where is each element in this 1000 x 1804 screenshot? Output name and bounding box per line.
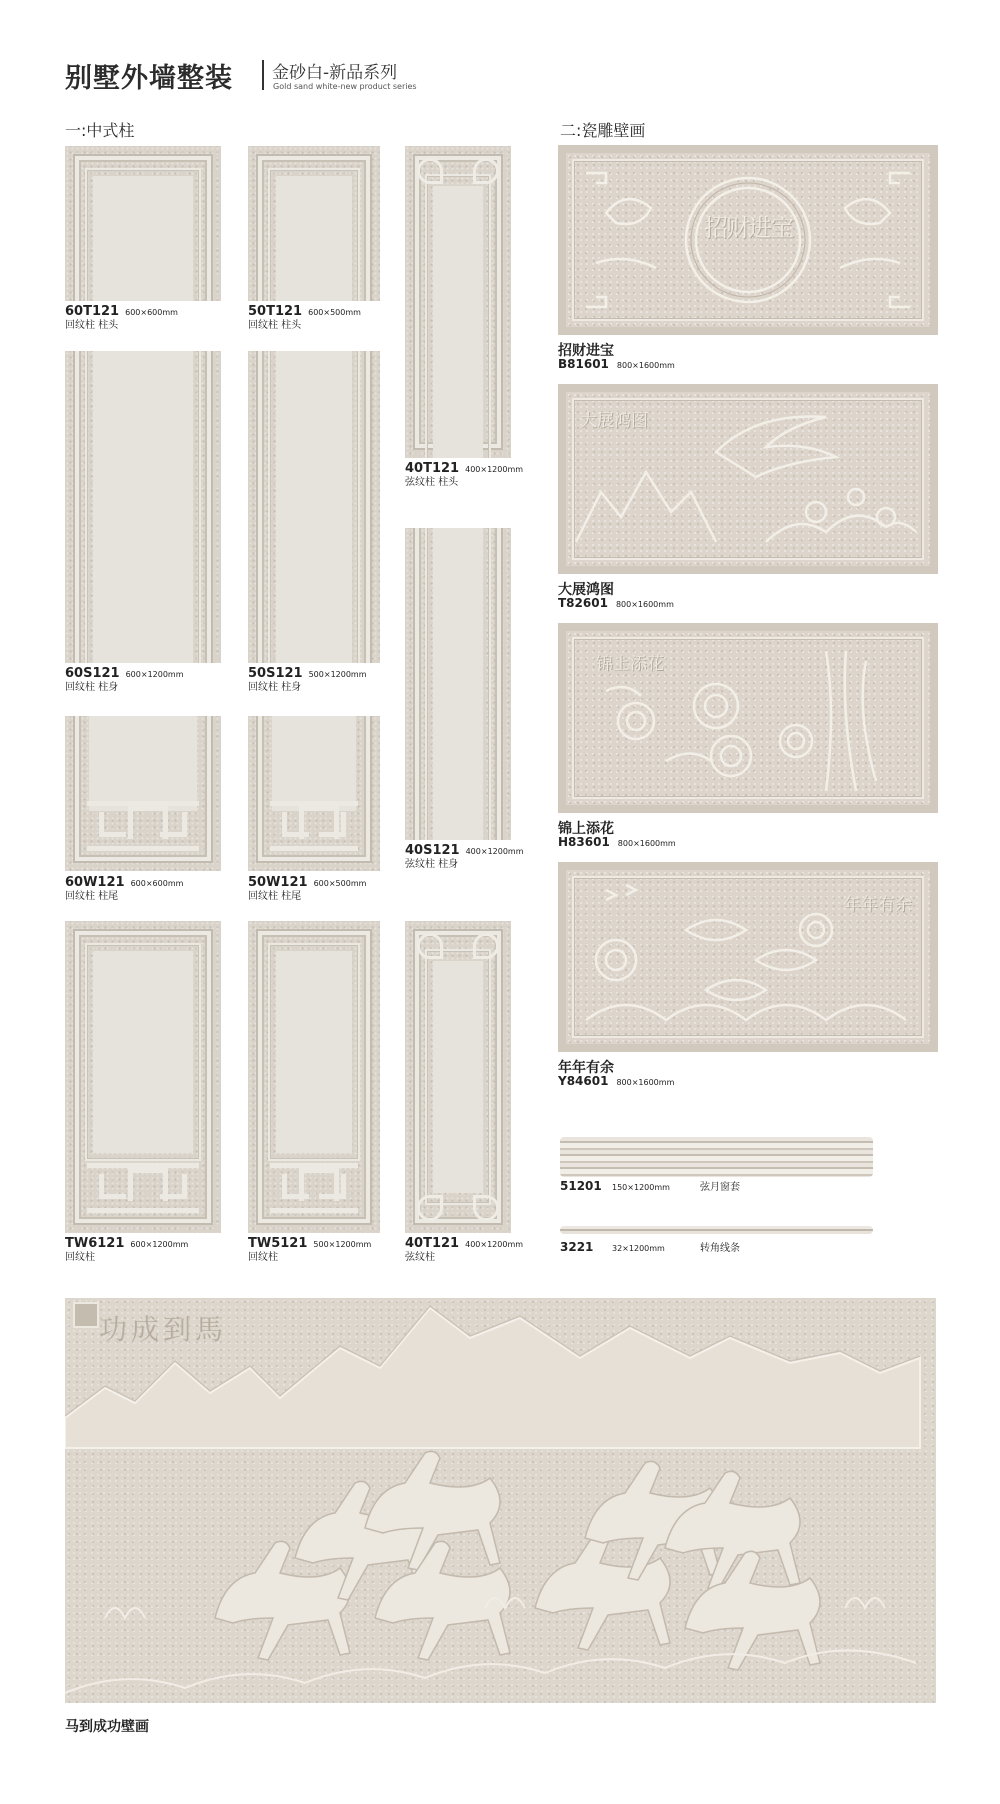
column-desc: 回纹柱 柱身 — [248, 682, 302, 693]
mural-title: 大展鸿图 — [558, 582, 614, 598]
column-caption-50T121 — [248, 305, 361, 332]
column-code: 40S121 — [405, 843, 460, 858]
column-caption-40S121 — [405, 844, 524, 871]
mural-code-line — [558, 596, 674, 610]
mural-code: H83601 — [558, 835, 610, 849]
page-subtitle-english: Gold sand white-new product series — [273, 82, 417, 91]
column-tile-TW5121 — [248, 921, 380, 1233]
column-size: 400×1200mm — [465, 847, 524, 856]
column-code: 50T121 — [248, 304, 303, 319]
moulding-code: 51201 — [560, 1179, 602, 1193]
column-code: 50S121 — [248, 666, 303, 681]
column-desc: 回纹柱 — [65, 1252, 95, 1263]
column-tile-60W121 — [65, 716, 221, 871]
mural-jinshang-tianhua — [558, 623, 938, 813]
column-caption-50W121 — [248, 876, 366, 903]
column-code: 40T121 — [405, 461, 460, 476]
column-size: 600×500mm — [308, 308, 361, 317]
horse-mural-relief-art — [65, 1298, 936, 1703]
column-size: 400×1200mm — [465, 1240, 524, 1249]
column-desc: 弦纹柱 — [405, 1252, 435, 1263]
column-code: 60W121 — [65, 875, 125, 890]
page-subtitle: 金砂白-新品系列 — [272, 63, 398, 83]
mural-inscription: 大展鸿图 — [580, 411, 648, 431]
column-tile-50S121 — [248, 351, 380, 663]
column-code: 40T121 — [405, 1236, 460, 1251]
mural-inscription: 招财进宝 — [704, 214, 792, 242]
seal-stamp — [73, 1302, 99, 1328]
mural-code-line — [558, 1074, 674, 1088]
moulding-desc: 转角线条 — [700, 1243, 740, 1254]
column-tile-60T121 — [65, 146, 221, 301]
column-size: 400×1200mm — [465, 465, 524, 474]
column-desc: 回纹柱 — [248, 1252, 278, 1263]
mural-title: 招财进宝 — [558, 343, 614, 359]
mural-size: 800×1600mm — [615, 600, 674, 609]
mural-size: 800×1600mm — [616, 1078, 675, 1087]
moulding-51201 — [560, 1137, 873, 1177]
mural-size: 800×1600mm — [617, 839, 676, 848]
mural-madao-chenggong — [65, 1298, 936, 1703]
column-code: 50W121 — [248, 875, 308, 890]
column-code: TW6121 — [65, 1236, 125, 1251]
column-desc: 回纹柱 柱身 — [65, 682, 119, 693]
mural-inscription: 锦上添花 — [596, 654, 664, 674]
column-code: TW5121 — [248, 1236, 308, 1251]
moulding-size: 32×1200mm — [612, 1244, 665, 1253]
column-size: 600×600mm — [125, 308, 178, 317]
column-size: 500×1200mm — [313, 1240, 372, 1249]
column-desc: 回纹柱 柱头 — [248, 320, 302, 331]
mural-code-line — [558, 835, 676, 849]
column-caption-40T121-full — [405, 1237, 523, 1264]
column-caption-60W121 — [65, 876, 183, 903]
column-caption-40T121-capital — [405, 462, 523, 489]
column-size: 600×500mm — [313, 879, 367, 888]
column-caption-60T121 — [65, 305, 178, 332]
fret-pattern — [87, 1163, 199, 1213]
mural-code: B81601 — [558, 357, 609, 371]
mural-code-line — [558, 357, 675, 371]
column-size: 500×1200mm — [308, 670, 367, 679]
section-title-columns: 一:中式柱 — [65, 121, 135, 140]
mural-code: Y84601 — [558, 1074, 609, 1088]
fret-pattern — [87, 801, 199, 851]
moulding-size: 150×1200mm — [612, 1183, 670, 1192]
column-caption-50S121 — [248, 667, 367, 694]
mural-zhaocai-jinbao — [558, 145, 938, 335]
mural-title: 年年有余 — [558, 1060, 614, 1076]
page-title: 别墅外墙整装 — [65, 63, 233, 94]
column-tile-60S121 — [65, 351, 221, 663]
moulding-3221 — [560, 1226, 873, 1234]
title-divider — [262, 60, 264, 90]
column-desc: 弦纹柱 柱头 — [405, 477, 459, 488]
moulding-caption-51201 — [560, 1178, 740, 1193]
column-caption-TW5121 — [248, 1237, 371, 1264]
column-size: 600×600mm — [130, 879, 184, 888]
column-tile-50T121 — [248, 146, 380, 301]
column-desc: 回纹柱 柱头 — [65, 320, 119, 331]
mural-niannian-youyu — [558, 862, 938, 1052]
column-desc: 回纹柱 柱尾 — [65, 891, 119, 902]
mural-inscription: 年年有余 — [844, 895, 912, 915]
column-tile-40T121-full — [405, 921, 511, 1233]
column-code: 60T121 — [65, 304, 120, 319]
column-tile-40S121 — [405, 528, 511, 840]
mural-inscription: 功成到馬 — [99, 1313, 228, 1346]
column-size: 600×1200mm — [130, 1240, 189, 1249]
column-desc: 回纹柱 柱尾 — [248, 891, 302, 902]
mural-code: T82601 — [558, 596, 608, 610]
moulding-caption-3221 — [560, 1239, 740, 1254]
column-caption-60S121 — [65, 667, 184, 694]
column-tile-40T121-capital — [405, 146, 511, 458]
moulding-desc: 弦月窗套 — [700, 1182, 740, 1193]
column-code: 60S121 — [65, 666, 120, 681]
section-title-murals: 二:瓷雕壁画 — [560, 121, 646, 140]
column-caption-TW6121 — [65, 1237, 188, 1264]
mural-dazhan-hongtu — [558, 384, 938, 574]
fret-pattern — [270, 1163, 358, 1213]
mural-title: 锦上添花 — [558, 821, 614, 837]
column-tile-TW6121 — [65, 921, 221, 1233]
fret-pattern — [270, 801, 358, 851]
column-desc: 弦纹柱 柱身 — [405, 859, 459, 870]
mural-size: 800×1600mm — [616, 361, 675, 370]
horse-mural-title: 马到成功壁画 — [65, 1719, 149, 1735]
moulding-code: 3221 — [560, 1240, 594, 1254]
column-size: 600×1200mm — [125, 670, 184, 679]
column-tile-50W121 — [248, 716, 380, 871]
